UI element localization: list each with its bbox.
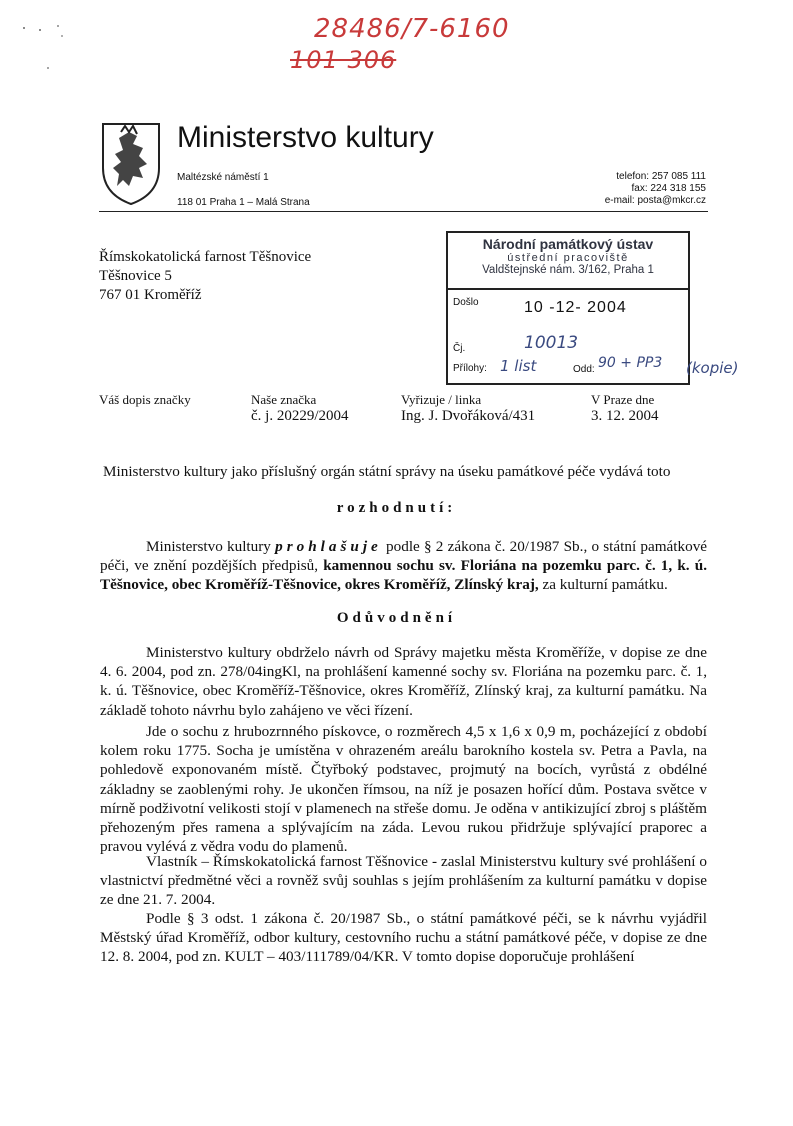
stamp-odd-label: Odd: xyxy=(573,364,595,375)
scan-specks xyxy=(18,18,78,73)
fax-number: fax: 224 318 155 xyxy=(631,183,706,194)
decision-subject: Ministerstvo kultury xyxy=(146,538,271,555)
stamp-title: Národní památkový ústav xyxy=(482,236,654,252)
reasoning-text-3: Vlastník – Římskokatolická farnost Těšnovice - zaslal Ministerstvu kultury své prohlášení o vlastnictví předmětné věci a rovněž svůj souhlas s jejím prohlášením za kulturní památku v dopise ze dne 21. 7. 2004. xyxy=(100,853,707,909)
recipient-line-2: Těšnovice 5 xyxy=(99,268,172,284)
ref-label-our-ref: Naše značka xyxy=(251,392,317,407)
reasoning-text-4: Podle § 3 odst. 1 zákona č. 20/1987 Sb., o státní památkové péči, se k návrhu vyjádřil Městský úřad Kroměříž, odbor kultury, cestovního ruchu a státní památkové péče, v dopise ze dne 12. 8. 2004, pod zn. KULT – 403/111789/04/KR. V tomto dopise doporučuje prohlášení xyxy=(100,910,707,966)
reasoning-paragraph-2 xyxy=(100,722,707,856)
address-line-1: Maltézské náměstí 1 xyxy=(177,172,269,183)
stamp-received-date: 10 -12- 2004 xyxy=(524,299,627,316)
ref-value-our-ref: č. j. 20229/2004 xyxy=(251,408,349,424)
reasoning-heading: Odůvodnění xyxy=(336,610,457,626)
email-address: e-mail: posta@mkcr.cz xyxy=(604,195,706,206)
stamp-prilohy-label: Přílohy: xyxy=(453,363,487,374)
stamp-cj-label: Čj. xyxy=(453,343,466,354)
recipient-line-1: Římskokatolická farnost Těšnovice xyxy=(99,249,312,265)
reasoning-paragraph-3 xyxy=(100,852,707,910)
stamp-doslo-label: Došlo xyxy=(453,297,479,308)
decision-paragraph xyxy=(100,537,707,595)
address-line-2: 118 01 Praha 1 – Malá Strana xyxy=(177,197,310,208)
stamp-subtitle: ústřední pracoviště xyxy=(507,252,629,264)
header-divider xyxy=(99,211,708,212)
decision-conclusion: za kulturní památku. xyxy=(542,576,668,594)
phone-number: telefon: 257 085 111 xyxy=(616,171,706,182)
ref-value-handled-by: Ing. J. Dvořáková/431 xyxy=(401,408,536,424)
stamp-prilohy-value: 1 list xyxy=(500,357,537,375)
handwritten-struck-number: 101 306 xyxy=(290,46,397,74)
ref-value-date: 3. 12. 2004 xyxy=(591,408,659,424)
ref-label-your-letter: Váš dopis značky xyxy=(99,392,191,407)
recipient-line-3: 767 01 Kroměříž xyxy=(99,287,202,303)
reasoning-text-1: Ministerstvo kultury obdrželo návrh od Správy majetku města Kroměříže, v dopise ze dne 4. 6. 2004, pod zn. 278/04ingKl, na prohlášení kamenné sochy sv. Floriána na pozemku parc. č. 1, k. ú. Těšnovice, obec Kroměříž-Těšnovice, okres Kroměříž, Zlínský kraj, za kulturní památku. Na základě tohoto návrhu bylo zahájeno ve věci řízení. xyxy=(100,644,707,719)
reasoning-paragraph-1 xyxy=(100,643,707,720)
stamp-address: Valdštejnské nám. 3/162, Praha 1 xyxy=(482,264,654,276)
ref-label-handled-by: Vyřizuje / linka xyxy=(401,392,482,407)
stamp-cj-value: 10013 xyxy=(524,333,579,353)
ministry-title: Ministerstvo kultury xyxy=(177,121,434,154)
stamp-odd-value: 90 + PP3 xyxy=(598,355,663,371)
stamp-side-note: (kopie) xyxy=(686,359,739,377)
receipt-stamp xyxy=(446,231,690,385)
handwritten-registry-number: 28486/7-6160 xyxy=(314,14,510,44)
decision-verb: prohlašuje xyxy=(275,538,382,555)
reasoning-paragraph-4 xyxy=(100,909,707,967)
decision-heading: rozhodnutí: xyxy=(336,500,457,516)
intro-sentence: Ministerstvo kultury jako příslušný orgán státní správy na úseku památkové péče vydává toto xyxy=(103,463,671,480)
decision-legal-basis: podle § 2 zákona č. 20/1987 Sb., o státní památkové péči, ve znění pozdějších předpisů, xyxy=(100,538,708,575)
reasoning-text-2: Jde o sochu z hrubozrnného pískovce, o rozměrech 4,5 x 1,6 x 0,9 m, pocházející z období kolem roku 1775. Socha je umístěna v ohrazeném areálu barokního kostela sv. Petra a Pavla, na pohledově exponovaném místě. Čtyřboký podstavec, projmutý na bocích, vyrůstá z obdélné základny se zaoblenými rohy. Je ukončen římsou, na níž je posazen hořící dům. Postava světce v mírně podživotní velikosti stojí v plamenech na střeše domu. Je oděna v antikizující zbroj s pláštěm přehozeným přes ramena a splývajícím na záda. Levou rukou přidržuje splývající praporec a pravou vylévá z vědra vodu do plamenů. xyxy=(100,723,707,856)
decision-object: kamennou sochu sv. Floriána na pozemku parc. č. 1, k. ú. Těšnovice, obec Kroměříž-Těšnovice, okres Kroměříž, Zlínský kraj, xyxy=(100,557,708,594)
coat-of-arms-lion-icon xyxy=(99,120,163,206)
ref-label-date: V Praze dne xyxy=(591,392,655,407)
